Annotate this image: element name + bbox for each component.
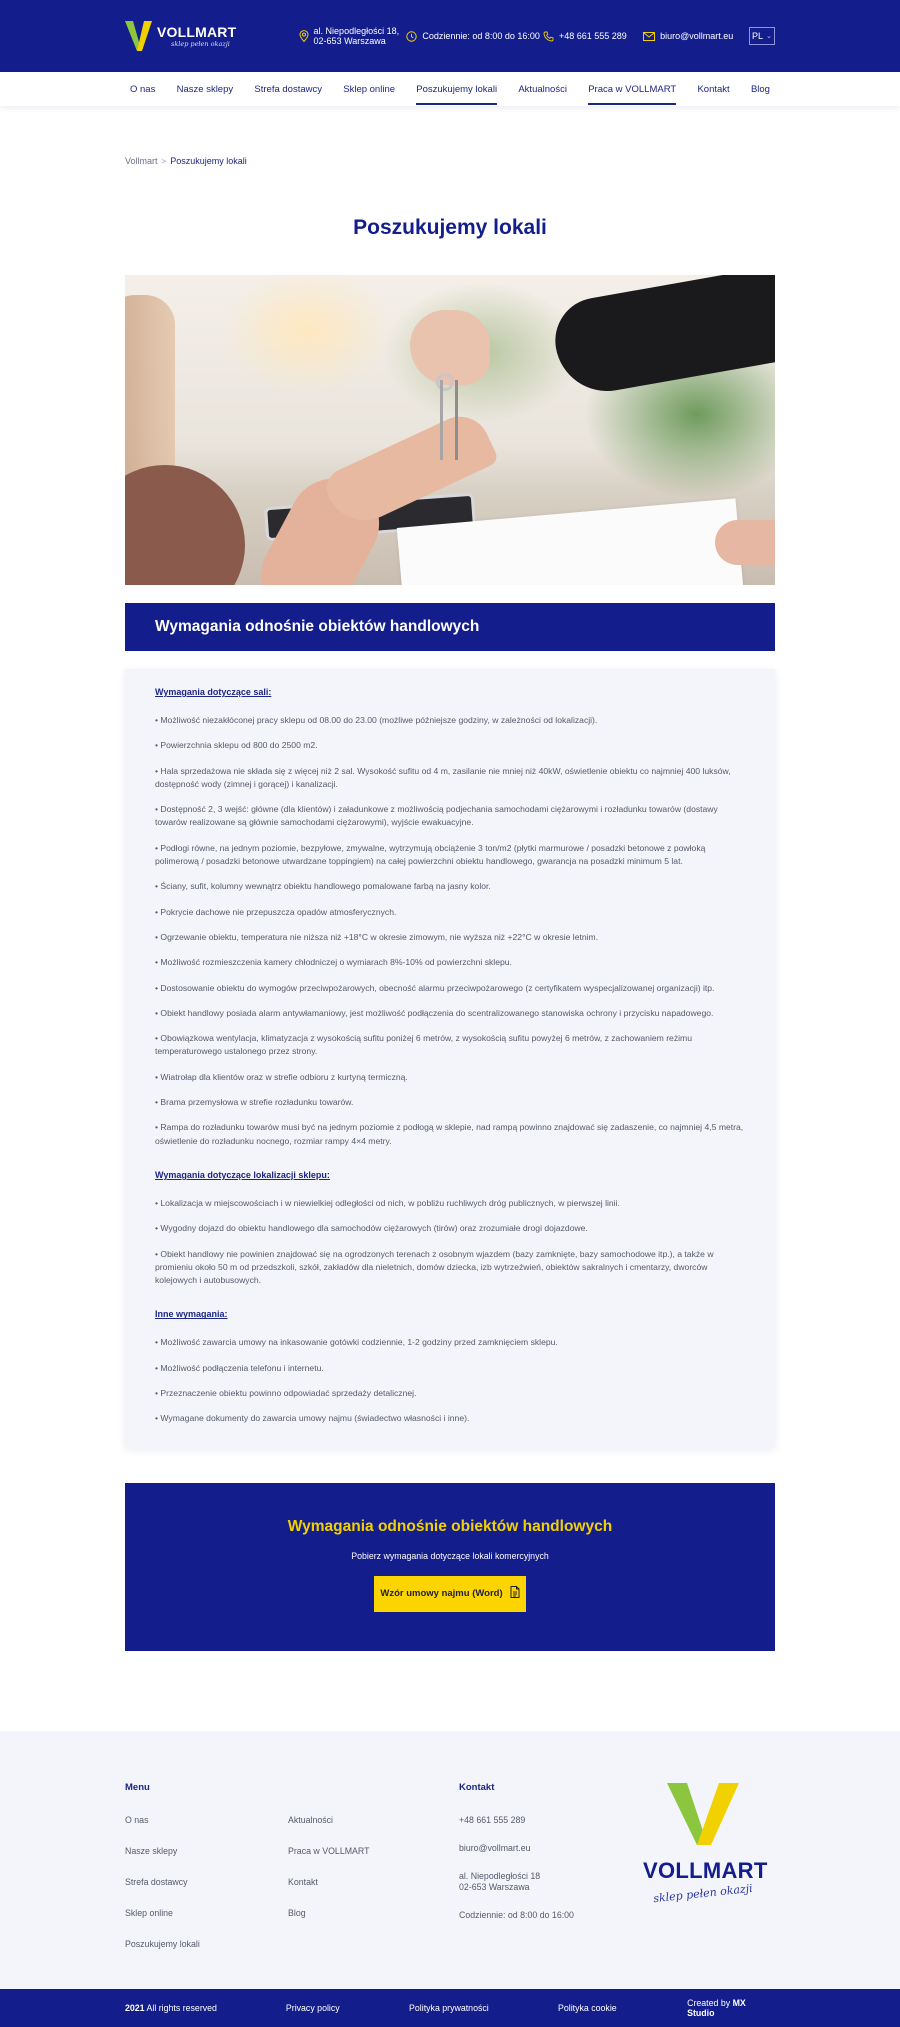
list-item: • Możliwość podłączenia telefonu i internetu. xyxy=(155,1362,324,1373)
list-item: • Dostosowanie obiektu do wymogów przeciwpożarowych, obecność alarmu przeciwpożarowego (z certyfikatem wyspecjalizowanej organizacji) itp. xyxy=(155,982,715,993)
footer-link-o-nas[interactable]: O nas xyxy=(125,1814,149,1825)
download-word-button[interactable] xyxy=(374,1576,526,1612)
list-item: • Możliwość rozmieszczenia kamery chłodniczej o wymiarach 8%-10% od powierzchni sklepu. xyxy=(155,957,512,968)
nav-item-aktualnosci[interactable]: Aktualności xyxy=(518,83,567,95)
copyright-text: All rights reserved xyxy=(144,2002,217,2013)
list-item: • Podłogi równe, na jednym poziomie, bezpyłowe, zmywalne, wytrzymują obciążenie 3 ton/m2 (płytki marmurowe / posadzki betonowe z powłoką polimerową / posadzki betonowe utwardzane toppingiem) na całej powierzchni obiektu handlowego, gwarancja na posadzki minimum 5 lat. xyxy=(155,842,706,867)
list-item: • Możliwość niezakłóconej pracy sklepu od 08.00 do 23.00 (możliwe późniejsze godziny, w zależności od lokalizacji). xyxy=(155,715,598,725)
list-item: • Wiatrołap dla klientów oraz w strefie odbioru z kurtyną termiczną. xyxy=(155,1071,408,1082)
created-by-link[interactable] xyxy=(687,1998,775,2018)
list-item: • Wymagane dokumenty do zawarcia umowy najmu (świadectwo własności i inne). xyxy=(155,1413,470,1424)
created-by-text: Created by xyxy=(687,1997,733,2008)
footer-link-praca[interactable]: Praca w VOLLMART xyxy=(288,1845,370,1856)
list-item: • Brama przemysłowa w strefie rozładunku towarów. xyxy=(155,1097,354,1108)
list-item: • Obiekt handlowy posiada alarm antywłamaniowy, jest możliwość podłączenia do scentralizowanego stanowiska ochrony i przycisku napadowego. xyxy=(155,1007,714,1018)
footer-menu-col-2 xyxy=(288,1782,369,1939)
hero-image xyxy=(125,275,775,585)
breadcrumb-separator: > xyxy=(161,156,167,166)
list-item: • Obowiązkowa wentylacja, klimatyzacja z wysokością sufitu poniżej 6 metrów, z wysokością sufitu powyżej 6 metrów, z zachowaniem reżimu temperaturowego ustalonego przez strony. xyxy=(155,1033,692,1057)
list-item: • Dostępność 2, 3 wejść: główne (dla klientów) i załadunkowe z możliwością podjechania samochodami ciężarowymi i rozładunku towarów (dostawy towarów realizowane są głównie samochodami ciężarowymi), wyjście ewakuacyjne. xyxy=(155,804,718,828)
footer-link-kontakt[interactable]: Kontakt xyxy=(288,1876,318,1887)
copyright xyxy=(125,2003,286,2013)
header-address xyxy=(299,26,407,46)
cta-subtitle: Pobierz wymagania dotyczące lokali komercyjnych xyxy=(351,1550,549,1561)
main-nav xyxy=(0,72,900,106)
footer-logo-tagline: sklep pełen okazji xyxy=(652,1881,754,1905)
list-item: • Przeznaczenie obiektu powinno odpowiadać sprzedaży detalicznej. xyxy=(155,1388,417,1399)
footer-link-strefa-dostawcy[interactable]: Strefa dostawcy xyxy=(125,1876,188,1887)
logo-wordmark: VOLLMART xyxy=(157,23,237,40)
nav-item-praca[interactable]: Praca w VOLLMART xyxy=(588,72,676,106)
download-cta xyxy=(125,1483,775,1651)
footer-link-poszukujemy-lokali[interactable]: Poszukujemy lokali xyxy=(125,1938,200,1949)
header-email[interactable] xyxy=(643,31,749,41)
nav-item-nasze-sklepy[interactable]: Nasze sklepy xyxy=(176,83,234,95)
list-item: • Obiekt handlowy nie powinien znajdować się na ogrodzonych terenach z osobnym wjazdem (bazy zamknięte, bazy samochodowe itp.), a także w promieniu około 50 m od przedszkoli, szkół, zakładów dla nieletnich, domów dziecka, izb wytrzeźwień, obiektów sakralnych i cmentarzy, dworców kolejowych i autobusowych. xyxy=(155,1248,714,1286)
polityka-prywatnosci-link[interactable]: Polityka prywatności xyxy=(409,2002,489,2013)
email-text: biuro@vollmart.eu xyxy=(660,31,734,41)
phone-text: +48 661 555 289 xyxy=(558,31,627,41)
breadcrumb-current: Poszukujemy lokali xyxy=(170,156,247,166)
nav-item-poszukujemy-lokali[interactable]: Poszukujemy lokali xyxy=(416,72,497,106)
list-item: • Możliwość zawarcia umowy na inkasowanie gotówki codziennie, 1-2 godziny przed zamknięciem sklepu. xyxy=(155,1337,558,1348)
download-button-label: Wzór umowy najmu (Word) xyxy=(380,1588,503,1600)
language-select[interactable] xyxy=(749,27,775,45)
top-header xyxy=(0,0,900,72)
footer-phone[interactable]: +48 661 555 289 xyxy=(459,1814,526,1825)
footer-address-line-2: 02-653 Warszawa xyxy=(459,1881,530,1892)
footer-logo[interactable] xyxy=(643,1781,768,1905)
footer-address xyxy=(459,1871,574,1893)
list-item: • Wygodny dojazd do obiektu handlowego dla samochodów ciężarowych (tirów) oraz zrozumiałe drogi dojazdowe. xyxy=(155,1223,588,1234)
footer-logo-wordmark: VOLLMART xyxy=(643,1857,768,1883)
list-item: • Ściany, sufit, kolumny wewnątrz obiektu handlowego pomalowane farbą na jasny kolor. xyxy=(155,881,491,892)
requirements-card xyxy=(125,669,775,1448)
language-value: PL xyxy=(752,31,764,41)
footer-link-blog[interactable]: Blog xyxy=(288,1907,306,1918)
header-hours xyxy=(406,31,543,42)
footer-address-line-1: al. Niepodległości 18 xyxy=(459,1870,541,1881)
footer-contact xyxy=(459,1782,574,1938)
footer-email[interactable]: biuro@vollmart.eu xyxy=(459,1842,531,1853)
address-line-2: 02-653 Warszawa xyxy=(313,36,386,46)
polityka-cookie-link[interactable]: Polityka cookie xyxy=(558,2002,617,2013)
breadcrumb-home[interactable]: Vollmart xyxy=(125,156,158,166)
footer-menu-col-1 xyxy=(125,1782,200,1970)
section-heading-lokalizacja: Wymagania dotyczące lokalizacji sklepu: xyxy=(155,1169,330,1180)
nav-item-sklep-online[interactable]: Sklep online xyxy=(343,83,396,95)
list-item: • Rampa do rozładunku towarów musi być na jednym poziomie z podłogą w sklepie, nad rampą powinno znajdować się zadaszenie, co najmniej 4,5 metra, oświetlenie do rozładunku nocnego, rozmiar rampy 4×4 metry. xyxy=(155,1122,744,1146)
document-icon xyxy=(510,1586,520,1601)
nav-item-blog[interactable]: Blog xyxy=(750,83,770,95)
list-item: • Pokrycie dachowe nie przepuszcza opadów atmosferycznych. xyxy=(155,906,397,917)
list-item: • Hala sprzedażowa nie składa się z więcej niż 2 sal. Wysokość sufitu od 4 m, zasilanie nie mniej niż 40kW, oświetlenie obiektu co najmniej 400 luksów, dostępność wody (zimnej i gorącej) i kanalizacji. xyxy=(155,765,731,789)
privacy-policy-link[interactable]: Privacy policy xyxy=(285,2002,340,2013)
footer-link-sklep-online[interactable]: Sklep online xyxy=(125,1907,173,1918)
phone-icon xyxy=(543,31,554,42)
section-heading-inne: Inne wymagania: xyxy=(155,1309,228,1320)
page-title: Poszukujemy lokali xyxy=(353,216,547,239)
cta-title: Wymagania odnośnie obiektów handlowych xyxy=(287,1517,613,1535)
nav-item-strefa-dostawcy[interactable]: Strefa dostawcy xyxy=(254,83,322,95)
vollmart-logo[interactable] xyxy=(125,19,265,53)
section-heading-sala: Wymagania dotyczące sali: xyxy=(155,687,272,697)
copyright-year: 2021 xyxy=(125,2002,145,2013)
footer-hours: Codziennie: od 8:00 do 16:00 xyxy=(459,1909,574,1920)
footer-link-aktualnosci[interactable]: Aktualności xyxy=(288,1814,333,1825)
logo-tagline: sklep pełen okazji xyxy=(171,39,230,48)
list-item: • Ogrzewanie obiektu, temperatura nie niższa niż +18°C w okresie zimowym, nie wyższa niż +22°C w okresie letnim. xyxy=(155,931,599,942)
footer xyxy=(0,1731,900,1989)
clock-icon xyxy=(406,31,417,42)
hours-text: Codziennie: od 8:00 do 16:00 xyxy=(422,31,540,41)
footer-menu-heading: Menu xyxy=(125,1781,150,1793)
nav-item-kontakt[interactable]: Kontakt xyxy=(697,83,730,95)
mail-icon xyxy=(643,32,655,41)
requirements-title-bar: Wymagania odnośnie obiektów handlowych xyxy=(125,603,775,651)
list-item: • Powierzchnia sklepu od 800 do 2500 m2. xyxy=(155,740,318,751)
address-line-1: al. Niepodległości 18, xyxy=(313,26,400,36)
nav-item-o-nas[interactable]: O nas xyxy=(130,83,156,95)
v-logo-icon xyxy=(663,1781,743,1849)
breadcrumb xyxy=(125,156,775,166)
map-pin-icon xyxy=(299,30,309,42)
studio-name: MX Studio xyxy=(687,1997,746,2018)
header-phone[interactable] xyxy=(543,31,643,42)
list-item: • Lokalizacja w miejscowościach i w niewielkiej odległości od nich, w pobliżu ruchliwych dróg publicznych, w pierwszej linii. xyxy=(155,1197,620,1208)
chevron-down-icon: ⌄ xyxy=(766,33,772,40)
bottom-bar xyxy=(0,1989,900,2027)
v-logo-icon xyxy=(125,19,153,53)
footer-link-nasze-sklepy[interactable]: Nasze sklepy xyxy=(125,1845,178,1856)
main-content xyxy=(125,156,775,1651)
footer-contact-heading: Kontakt xyxy=(459,1781,495,1793)
